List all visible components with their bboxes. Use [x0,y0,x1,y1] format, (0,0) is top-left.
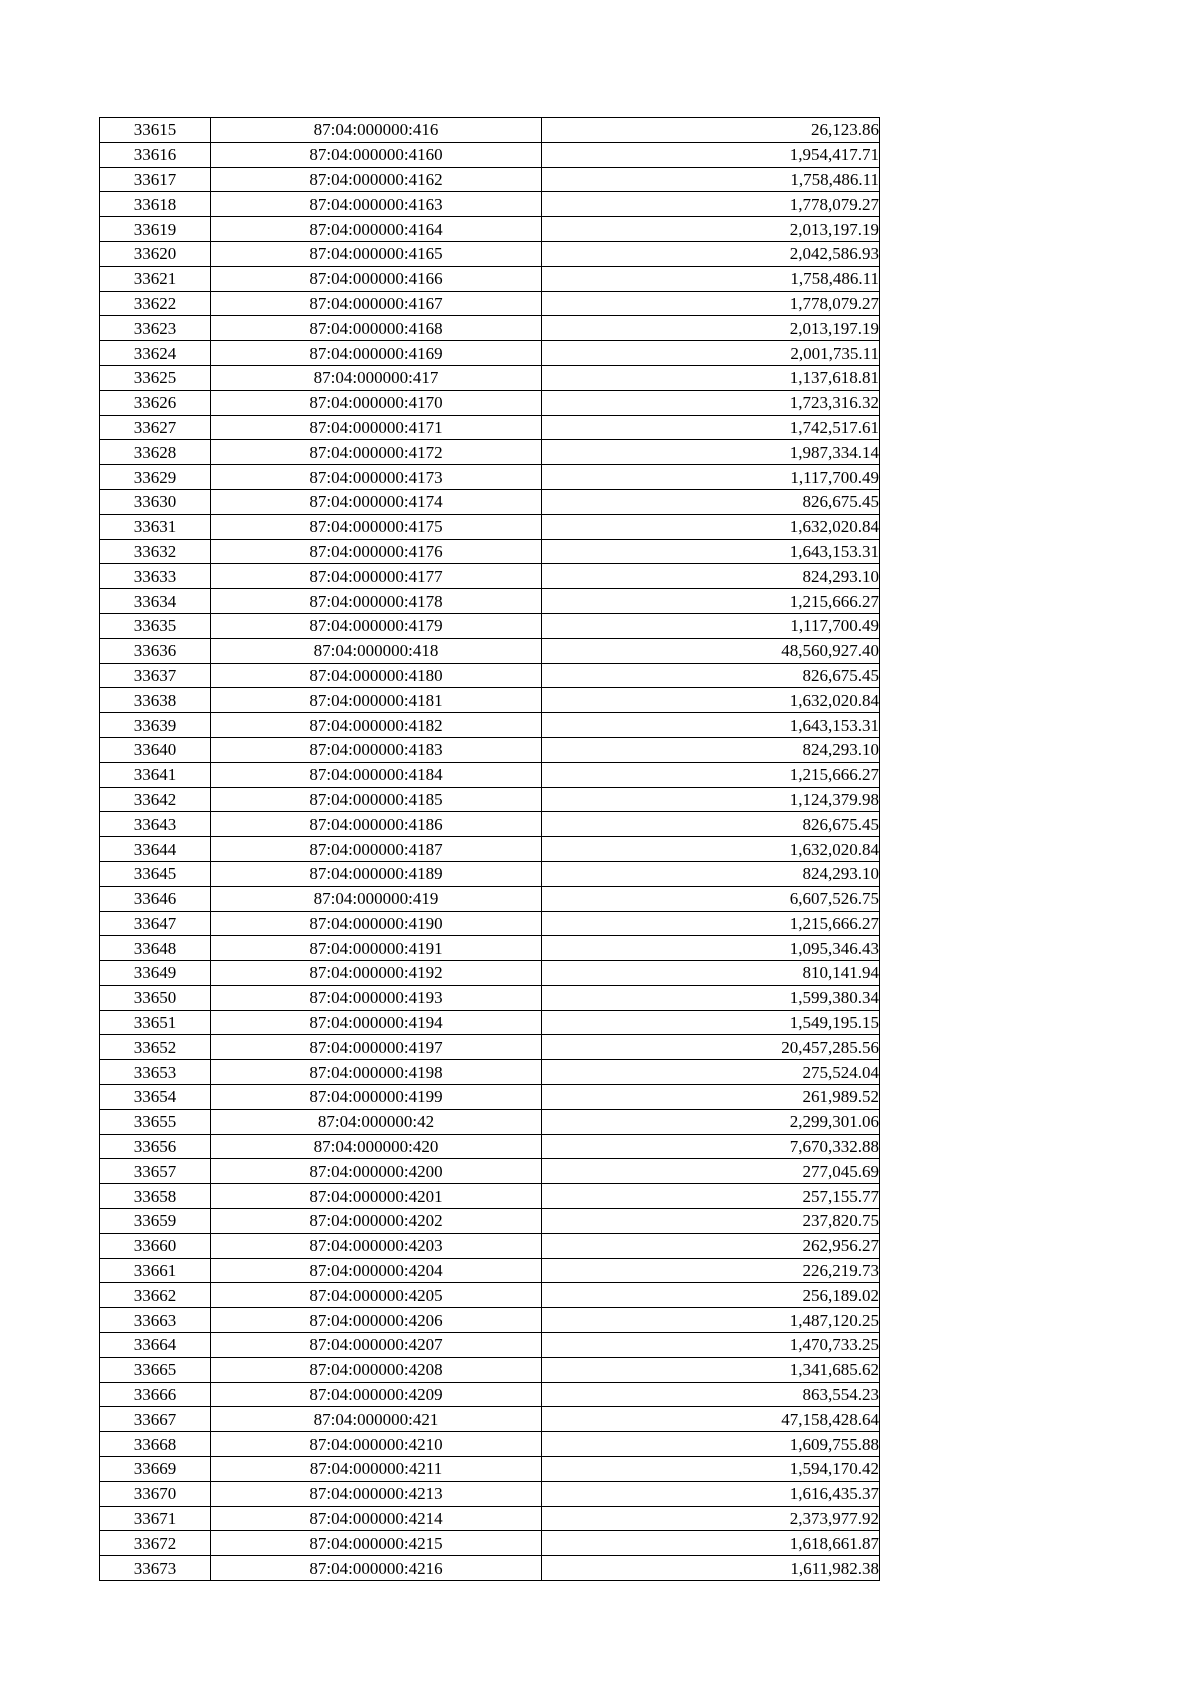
value-cell: 1,778,079.27 [542,291,880,316]
row-number-cell: 33669 [100,1457,211,1482]
value-cell: 2,013,197.19 [542,316,880,341]
cadastral-id-cell: 87:04:000000:4191 [211,936,542,961]
table-row [100,1209,880,1234]
row-number-cell: 33629 [100,465,211,490]
row-number-cell: 33666 [100,1382,211,1407]
table-row [100,440,880,465]
row-number-cell: 33662 [100,1283,211,1308]
cadastral-id-cell: 87:04:000000:4169 [211,341,542,366]
value-cell: 824,293.10 [542,861,880,886]
table-row [100,1308,880,1333]
cadastral-id-cell: 87:04:000000:4214 [211,1506,542,1531]
table-row [100,142,880,167]
table-row [100,539,880,564]
row-number-cell: 33619 [100,217,211,242]
value-cell: 2,373,977.92 [542,1506,880,1531]
row-number-cell: 33618 [100,192,211,217]
table-row [100,589,880,614]
table-row [100,316,880,341]
table-row [100,241,880,266]
table-row [100,390,880,415]
row-number-cell: 33656 [100,1134,211,1159]
value-cell: 2,299,301.06 [542,1109,880,1134]
table-row [100,613,880,638]
value-cell: 2,013,197.19 [542,217,880,242]
cadastral-id-cell: 87:04:000000:4202 [211,1209,542,1234]
cadastral-id-cell: 87:04:000000:4182 [211,713,542,738]
table-row [100,1432,880,1457]
value-cell: 1,723,316.32 [542,390,880,415]
value-cell: 1,599,380.34 [542,985,880,1010]
value-cell: 1,618,661.87 [542,1531,880,1556]
value-cell: 275,524.04 [542,1060,880,1085]
cadastral-id-cell: 87:04:000000:4170 [211,390,542,415]
cadastral-id-cell: 87:04:000000:416 [211,118,542,143]
value-cell: 1,632,020.84 [542,514,880,539]
row-number-cell: 33647 [100,911,211,936]
value-cell: 1,549,195.15 [542,1010,880,1035]
value-cell: 1,215,666.27 [542,911,880,936]
cadastral-id-cell: 87:04:000000:4190 [211,911,542,936]
value-cell: 1,611,982.38 [542,1556,880,1581]
row-number-cell: 33631 [100,514,211,539]
row-number-cell: 33645 [100,861,211,886]
row-number-cell: 33657 [100,1159,211,1184]
cadastral-id-cell: 87:04:000000:4204 [211,1258,542,1283]
value-cell: 1,632,020.84 [542,688,880,713]
row-number-cell: 33630 [100,489,211,514]
table-row [100,1333,880,1358]
table-row [100,688,880,713]
table-row [100,341,880,366]
cadastral-id-cell: 87:04:000000:4174 [211,489,542,514]
cadastral-id-cell: 87:04:000000:420 [211,1134,542,1159]
row-number-cell: 33621 [100,266,211,291]
cadastral-id-cell: 87:04:000000:421 [211,1407,542,1432]
row-number-cell: 33668 [100,1432,211,1457]
table-row [100,192,880,217]
row-number-cell: 33648 [100,936,211,961]
table-row [100,365,880,390]
value-cell: 20,457,285.56 [542,1035,880,1060]
table-row [100,812,880,837]
value-cell: 26,123.86 [542,118,880,143]
value-cell: 1,117,700.49 [542,465,880,490]
cadastral-id-cell: 87:04:000000:4192 [211,961,542,986]
row-number-cell: 33617 [100,167,211,192]
row-number-cell: 33672 [100,1531,211,1556]
cadastral-id-cell: 87:04:000000:419 [211,886,542,911]
cadastral-id-cell: 87:04:000000:4178 [211,589,542,614]
row-number-cell: 33644 [100,837,211,862]
table-row [100,1085,880,1110]
table-row [100,737,880,762]
cadastral-id-cell: 87:04:000000:4177 [211,564,542,589]
cadastral-id-cell: 87:04:000000:4172 [211,440,542,465]
cadastral-id-cell: 87:04:000000:4213 [211,1481,542,1506]
cadastral-id-cell: 87:04:000000:4179 [211,613,542,638]
table-row [100,985,880,1010]
row-number-cell: 33620 [100,241,211,266]
value-cell: 1,137,618.81 [542,365,880,390]
cadastral-id-cell: 87:04:000000:4173 [211,465,542,490]
table-row [100,415,880,440]
row-number-cell: 33665 [100,1357,211,1382]
value-cell: 1,341,685.62 [542,1357,880,1382]
cadastral-id-cell: 87:04:000000:42 [211,1109,542,1134]
value-cell: 7,670,332.88 [542,1134,880,1159]
table-row [100,663,880,688]
row-number-cell: 33663 [100,1308,211,1333]
cadastral-id-cell: 87:04:000000:4165 [211,241,542,266]
table-row [100,266,880,291]
table-row [100,762,880,787]
cadastral-id-cell: 87:04:000000:4208 [211,1357,542,1382]
table-row [100,1481,880,1506]
value-cell: 47,158,428.64 [542,1407,880,1432]
row-number-cell: 33650 [100,985,211,1010]
table-row [100,713,880,738]
value-cell: 1,632,020.84 [542,837,880,862]
table-row [100,1035,880,1060]
value-cell: 2,001,735.11 [542,341,880,366]
table-row [100,167,880,192]
cadastral-id-cell: 87:04:000000:4205 [211,1283,542,1308]
table-row [100,1010,880,1035]
row-number-cell: 33659 [100,1209,211,1234]
row-number-cell: 33670 [100,1481,211,1506]
row-number-cell: 33628 [100,440,211,465]
table-row [100,1531,880,1556]
cadastral-id-cell: 87:04:000000:4211 [211,1457,542,1482]
cadastral-id-cell: 87:04:000000:4203 [211,1233,542,1258]
cadastral-id-cell: 87:04:000000:4180 [211,663,542,688]
value-cell: 1,124,379.98 [542,787,880,812]
row-number-cell: 33625 [100,365,211,390]
value-cell: 6,607,526.75 [542,886,880,911]
table-row [100,1357,880,1382]
row-number-cell: 33639 [100,713,211,738]
value-cell: 1,758,486.11 [542,167,880,192]
row-number-cell: 33643 [100,812,211,837]
row-number-cell: 33616 [100,142,211,167]
cadastral-id-cell: 87:04:000000:4167 [211,291,542,316]
row-number-cell: 33627 [100,415,211,440]
cadastral-id-cell: 87:04:000000:4201 [211,1184,542,1209]
row-number-cell: 33623 [100,316,211,341]
value-cell: 1,778,079.27 [542,192,880,217]
cadastral-id-cell: 87:04:000000:4200 [211,1159,542,1184]
row-number-cell: 33667 [100,1407,211,1432]
row-number-cell: 33622 [100,291,211,316]
value-cell: 824,293.10 [542,737,880,762]
row-number-cell: 33664 [100,1333,211,1358]
cadastral-id-cell: 87:04:000000:4189 [211,861,542,886]
cadastral-id-cell: 87:04:000000:4198 [211,1060,542,1085]
row-number-cell: 33671 [100,1506,211,1531]
cadastral-id-cell: 87:04:000000:4176 [211,539,542,564]
row-number-cell: 33635 [100,613,211,638]
cadastral-id-cell: 87:04:000000:4162 [211,167,542,192]
row-number-cell: 33632 [100,539,211,564]
value-cell: 810,141.94 [542,961,880,986]
value-cell: 277,045.69 [542,1159,880,1184]
row-number-cell: 33651 [100,1010,211,1035]
cadastral-id-cell: 87:04:000000:4163 [211,192,542,217]
value-cell: 1,215,666.27 [542,589,880,614]
value-cell: 1,616,435.37 [542,1481,880,1506]
table-row [100,911,880,936]
table-row [100,1506,880,1531]
row-number-cell: 33673 [100,1556,211,1581]
value-cell: 1,215,666.27 [542,762,880,787]
value-cell: 262,956.27 [542,1233,880,1258]
table-row [100,118,880,143]
cadastral-id-cell: 87:04:000000:4186 [211,812,542,837]
value-cell: 1,117,700.49 [542,613,880,638]
table-row [100,638,880,663]
row-number-cell: 33640 [100,737,211,762]
table-row [100,1457,880,1482]
row-number-cell: 33641 [100,762,211,787]
row-number-cell: 33624 [100,341,211,366]
cadastral-id-cell: 87:04:000000:418 [211,638,542,663]
cadastral-id-cell: 87:04:000000:4197 [211,1035,542,1060]
row-number-cell: 33646 [100,886,211,911]
table-row [100,1556,880,1581]
cadastral-id-cell: 87:04:000000:4175 [211,514,542,539]
table-row [100,489,880,514]
value-cell: 226,219.73 [542,1258,880,1283]
value-cell: 1,987,334.14 [542,440,880,465]
value-cell: 257,155.77 [542,1184,880,1209]
cadastral-id-cell: 87:04:000000:4185 [211,787,542,812]
cadastral-id-cell: 87:04:000000:4187 [211,837,542,862]
value-cell: 1,742,517.61 [542,415,880,440]
value-cell: 826,675.45 [542,812,880,837]
row-number-cell: 33636 [100,638,211,663]
value-cell: 1,470,733.25 [542,1333,880,1358]
value-cell: 826,675.45 [542,663,880,688]
value-cell: 237,820.75 [542,1209,880,1234]
cadastral-id-cell: 87:04:000000:4171 [211,415,542,440]
table-row [100,217,880,242]
cadastral-id-cell: 87:04:000000:4210 [211,1432,542,1457]
cadastral-id-cell: 87:04:000000:4168 [211,316,542,341]
row-number-cell: 33660 [100,1233,211,1258]
table-row [100,1407,880,1432]
table-row [100,465,880,490]
row-number-cell: 33661 [100,1258,211,1283]
row-number-cell: 33658 [100,1184,211,1209]
cadastral-id-cell: 87:04:000000:4184 [211,762,542,787]
cadastral-id-cell: 87:04:000000:4209 [211,1382,542,1407]
table-row [100,886,880,911]
cadastral-id-cell: 87:04:000000:4216 [211,1556,542,1581]
value-cell: 1,095,346.43 [542,936,880,961]
row-number-cell: 33638 [100,688,211,713]
row-number-cell: 33626 [100,390,211,415]
cadastral-id-cell: 87:04:000000:4181 [211,688,542,713]
cadastral-id-cell: 87:04:000000:4193 [211,985,542,1010]
table-row [100,837,880,862]
value-cell: 256,189.02 [542,1283,880,1308]
table-row [100,1283,880,1308]
row-number-cell: 33633 [100,564,211,589]
data-table [99,117,880,1581]
table-row [100,1184,880,1209]
row-number-cell: 33655 [100,1109,211,1134]
value-cell: 1,643,153.31 [542,713,880,738]
table-row [100,1134,880,1159]
value-cell: 48,560,927.40 [542,638,880,663]
value-cell: 1,594,170.42 [542,1457,880,1482]
table-row [100,961,880,986]
value-cell: 863,554.23 [542,1382,880,1407]
cadastral-id-cell: 87:04:000000:4199 [211,1085,542,1110]
table-row [100,1382,880,1407]
cadastral-id-cell: 87:04:000000:4207 [211,1333,542,1358]
row-number-cell: 33649 [100,961,211,986]
value-cell: 1,758,486.11 [542,266,880,291]
cadastral-id-cell: 87:04:000000:4164 [211,217,542,242]
value-cell: 1,487,120.25 [542,1308,880,1333]
row-number-cell: 33652 [100,1035,211,1060]
table-row [100,1258,880,1283]
value-cell: 1,609,755.88 [542,1432,880,1457]
row-number-cell: 33637 [100,663,211,688]
table-row [100,291,880,316]
table-row [100,787,880,812]
row-number-cell: 33642 [100,787,211,812]
cadastral-id-cell: 87:04:000000:4183 [211,737,542,762]
row-number-cell: 33654 [100,1085,211,1110]
table-row [100,1109,880,1134]
value-cell: 261,989.52 [542,1085,880,1110]
table-row [100,564,880,589]
table-row [100,1159,880,1184]
table-row [100,936,880,961]
table-body [100,118,880,1581]
table-row [100,514,880,539]
cadastral-id-cell: 87:04:000000:4166 [211,266,542,291]
cadastral-id-cell: 87:04:000000:4206 [211,1308,542,1333]
cadastral-id-cell: 87:04:000000:4215 [211,1531,542,1556]
row-number-cell: 33653 [100,1060,211,1085]
table-row [100,861,880,886]
cadastral-id-cell: 87:04:000000:4160 [211,142,542,167]
value-cell: 826,675.45 [542,489,880,514]
cadastral-id-cell: 87:04:000000:417 [211,365,542,390]
value-cell: 824,293.10 [542,564,880,589]
row-number-cell: 33634 [100,589,211,614]
row-number-cell: 33615 [100,118,211,143]
table-row [100,1233,880,1258]
table-row [100,1060,880,1085]
value-cell: 1,954,417.71 [542,142,880,167]
value-cell: 2,042,586.93 [542,241,880,266]
value-cell: 1,643,153.31 [542,539,880,564]
cadastral-id-cell: 87:04:000000:4194 [211,1010,542,1035]
